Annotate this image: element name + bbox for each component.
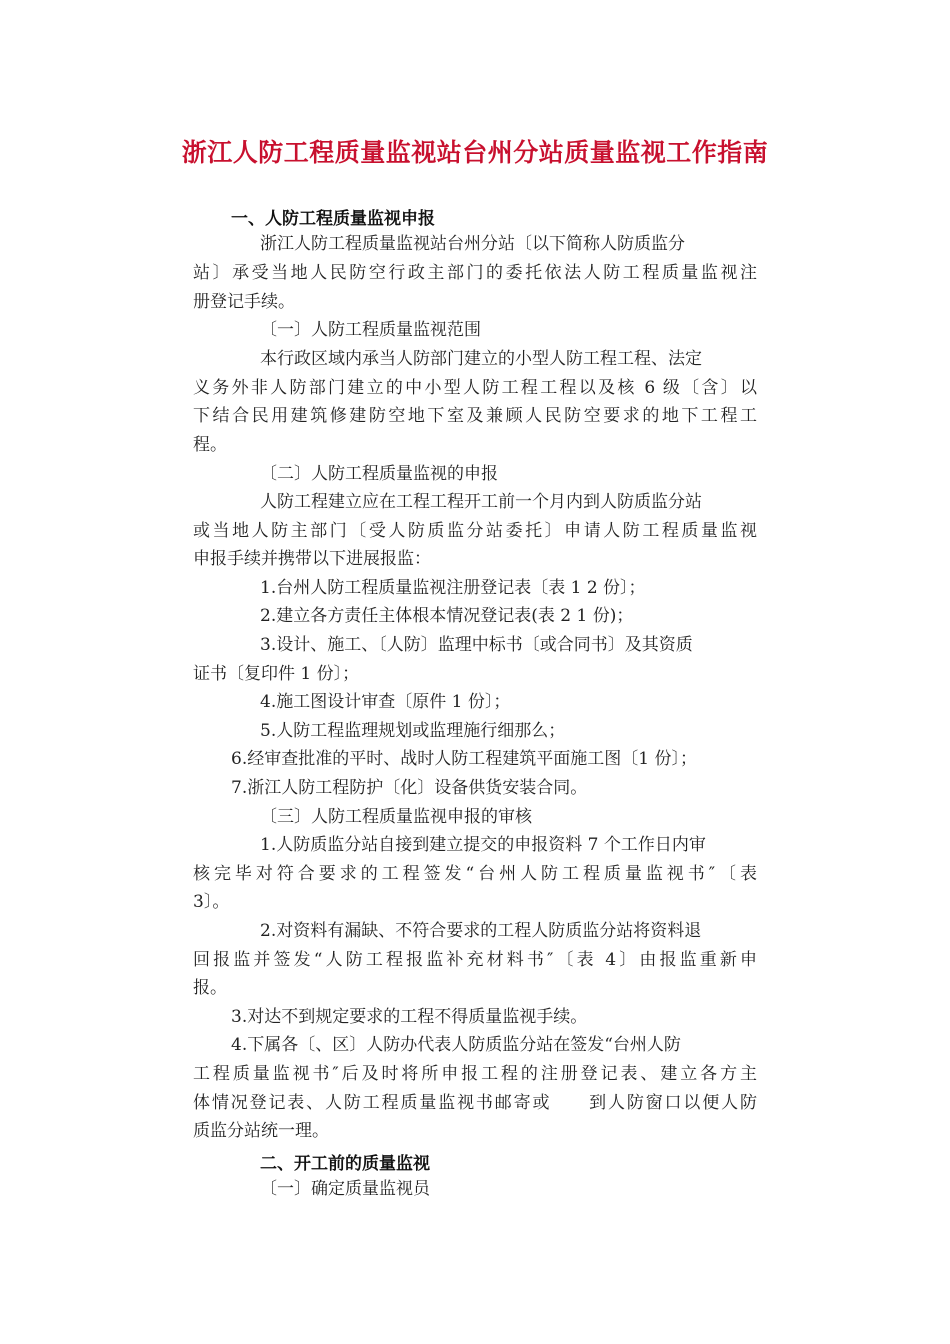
- paragraph-line: 下结合民用建筑修建防空地下室及兼顾人民防空要求的地下工程工: [193, 406, 757, 426]
- list-item: 证书〔复印件 1 份〕；: [193, 664, 360, 684]
- paragraph-line: 报。: [193, 978, 227, 998]
- paragraph-line: 4.下属各〔、区〕人防办代表人防质监分站在签发“台州人防: [231, 1035, 681, 1055]
- paragraph-line: 质监分站统一理。: [193, 1121, 329, 1141]
- paragraph-line: 3〕。: [193, 892, 230, 912]
- list-item: 2.建立各方责任主体根本情况登记表(表 2 1 份)；: [260, 606, 634, 626]
- list-item: 1.台州人防工程质量监视注册登记表〔表 1 2 份〕；: [260, 578, 646, 598]
- subsection-heading: 〔二〕人防工程质量监视的申报: [260, 464, 498, 484]
- list-item: 6.经审查批准的平时、战时人防工程建筑平面施工图〔1 份〕；: [231, 749, 697, 769]
- subsection-heading: 〔一〕人防工程质量监视范围: [260, 320, 481, 340]
- list-item: 3.设计、施工、〔人防〕监理中标书〔或合同书〕及其资质: [260, 635, 693, 655]
- paragraph-line: 或当地人防主部门〔受人防质监分站委托〕申请人防工程质量监视: [193, 521, 757, 541]
- paragraph-line: 站〕承受当地人民防空行政主部门的委托依法人防工程质量监视注: [193, 263, 757, 283]
- paragraph-line: 1.人防质监分站自接到建立提交的申报资料 7 个工作日内审: [260, 835, 706, 855]
- paragraph-line: 2.对资料有漏缺、不符合要求的工程人防质监分站将资料退: [260, 921, 702, 941]
- paragraph-line: 浙江人防工程质量监视站台州分站〔以下简称人防质监分: [260, 234, 685, 254]
- paragraph-line: 申报手续并携带以下进展报监：: [193, 549, 431, 569]
- subsection-heading: 〔一〕确定质量监视员: [260, 1179, 430, 1199]
- paragraph-line: 3.对达不到规定要求的工程不得质量监视手续。: [231, 1007, 588, 1027]
- paragraph-line: 人防工程建立应在工程工程开工前一个月内到人防质监分站: [260, 492, 702, 512]
- list-item: 5.人防工程监理规划或监理施行细那么；: [260, 721, 566, 741]
- paragraph-line: 回报监并签发“人防工程报监补充材料书″〔表 4〕由报监重新申: [193, 950, 757, 970]
- section-heading-2: 二、开工前的质量监视: [260, 1154, 430, 1174]
- document-title: 浙江人防工程质量监视站台州分站质量监视工作指南: [181, 138, 769, 167]
- paragraph-line: 本行政区域内承当人防部门建立的小型人防工程工程、法定: [260, 349, 702, 369]
- list-item: 4.施工图设计审查〔原件 1 份〕；: [260, 692, 511, 712]
- paragraph-line: 核完毕对符合要求的工程签发“台州人防工程质量监视书″〔表: [193, 864, 757, 884]
- subsection-heading: 〔三〕人防工程质量监视申报的审核: [260, 807, 532, 827]
- paragraph-line: 册登记手续。: [193, 292, 295, 312]
- paragraph-line: 体情况登记表、人防工程质量监视书邮寄或 到人防窗口以便人防: [193, 1093, 757, 1113]
- paragraph-line: 工程质量监视书″后及时将所申报工程的注册登记表、建立各方主: [193, 1064, 757, 1084]
- section-heading-1: 一、人防工程质量监视申报: [231, 209, 435, 229]
- list-item: 7.浙江人防工程防护〔化〕设备供货安装合同。: [231, 778, 588, 798]
- paragraph-line: 程。: [193, 435, 227, 455]
- paragraph-line: 义务外非人防部门建立的中小型人防工程工程以及核 6 级〔含〕以: [193, 378, 757, 398]
